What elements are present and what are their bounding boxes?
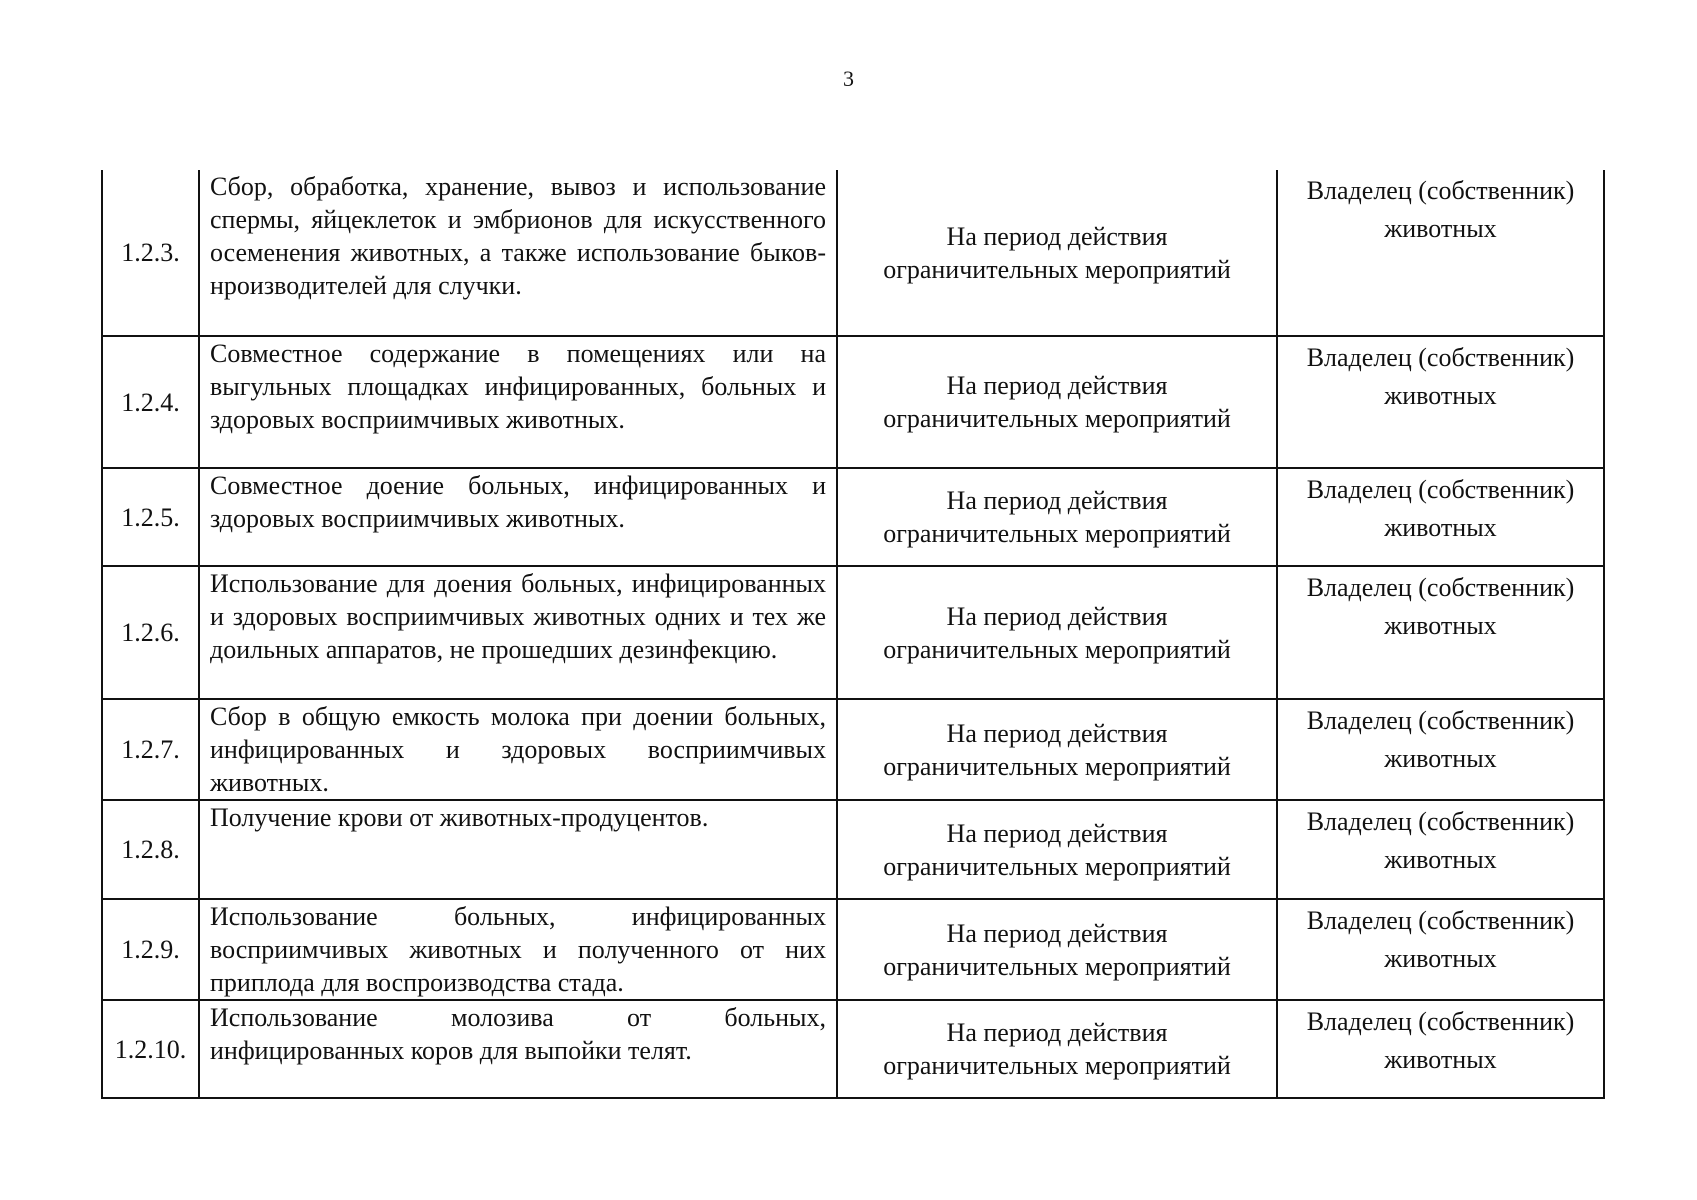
measures-table [101, 170, 1605, 1099]
measure-period: На период действия ограничительных мероприятий [837, 699, 1277, 800]
responsible-party: Владелец (собственник) животных [1277, 899, 1604, 1000]
page-number: 3 [843, 66, 854, 91]
responsible-party: Владелец (собственник) животных [1277, 170, 1604, 336]
table-row [102, 699, 1604, 800]
measure-period: На период действия ограничительных мероприятий [837, 468, 1277, 566]
measure-description: Использование молозива от больных, инфицированных коров для выпойки телят. [199, 1000, 837, 1098]
measure-period: На период действия ограничительных мероприятий [837, 800, 1277, 899]
measure-period: На период действия ограничительных мероприятий [837, 336, 1277, 468]
measure-description: Использование больных, инфицированных восприимчивых животных и полученного от них приплода для воспроизводства стада. [199, 899, 837, 1000]
responsible-party: Владелец (собственник) животных [1277, 336, 1604, 468]
responsible-party: Владелец (собственник) животных [1277, 566, 1604, 699]
measure-description: Использование для доения больных, инфицированных и здоровых восприимчивых животных одних и тех же доильных аппаратов, не прошедших дезинфекцию. [199, 566, 837, 699]
responsible-party: Владелец (собственник) животных [1277, 800, 1604, 899]
row-number: 1.2.5. [102, 468, 199, 566]
row-number: 1.2.7. [102, 699, 199, 800]
row-number: 1.2.10. [102, 1000, 199, 1098]
measure-period: На период действия ограничительных мероприятий [837, 170, 1277, 336]
measure-period: На период действия ограничительных мероприятий [837, 899, 1277, 1000]
measure-description: Совместное содержание в помещениях или на выгульных площадках инфицированных, больных и здоровых восприимчивых животных. [199, 336, 837, 468]
table-row [102, 1000, 1604, 1098]
responsible-party: Владелец (собственник) животных [1277, 468, 1604, 566]
measure-description: Сбор в общую емкость молока при доении больных, инфицированных и здоровых восприимчивых животных. [199, 699, 837, 800]
row-number: 1.2.3. [102, 170, 199, 336]
row-number: 1.2.4. [102, 336, 199, 468]
table-row [102, 468, 1604, 566]
measure-description: Получение крови от животных-продуцентов. [199, 800, 837, 899]
table-row [102, 566, 1604, 699]
responsible-party: Владелец (собственник) животных [1277, 1000, 1604, 1098]
measure-period: На период действия ограничительных мероприятий [837, 1000, 1277, 1098]
table-row [102, 336, 1604, 468]
row-number: 1.2.6. [102, 566, 199, 699]
row-number: 1.2.9. [102, 899, 199, 1000]
measure-description: Сбор, обработка, хранение, вывоз и использование спермы, яйцеклеток и эмбрионов для искусственного осеменения животных, а также использование быков-нроизводителей для случки. [199, 170, 837, 336]
table-row [102, 170, 1604, 336]
table-row [102, 899, 1604, 1000]
row-number: 1.2.8. [102, 800, 199, 899]
table-row [102, 800, 1604, 899]
measure-period: На период действия ограничительных мероприятий [837, 566, 1277, 699]
responsible-party: Владелец (собственник) животных [1277, 699, 1604, 800]
measure-description: Совместное доение больных, инфицированных и здоровых восприимчивых животных. [199, 468, 837, 566]
